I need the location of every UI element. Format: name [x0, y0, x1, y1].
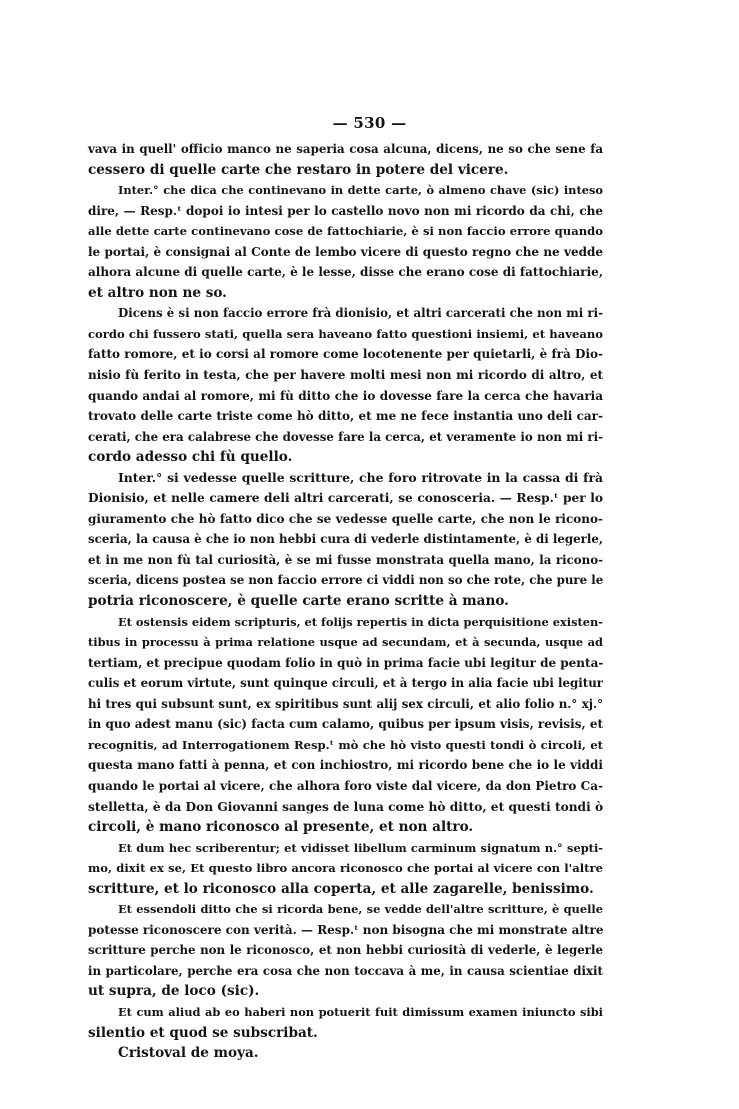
text-line: tibus in processu à prima relatione usque ad secundam, et à secunda, usque ad [88, 635, 603, 650]
text-line: scritture perche non le riconosco, et non hebbi curiosità di vederle, è legerle [88, 943, 603, 958]
text-line: alhora alcune di quelle carte, è le lesse, disse che erano cose di fattochiarie, [88, 265, 603, 280]
text-line: questa mano fatti à penna, et con inchiostro, mi ricordo bene che io le viddi [88, 758, 603, 773]
text-line: Dicens è si non faccio errore frà dionisio, et altri carcerati che non mi ri- [118, 306, 603, 321]
text-line: et in me non fù tal curiosità, è se mi fusse monstrata quella mano, la ricono- [88, 552, 603, 567]
text-line: culis et eorum virtute, sunt quinque circuli, et à tergo in alia facie ubi legitur [88, 676, 603, 691]
text-line: fatto romore, et io corsi al romore come locotenente per quietarli, è frà Dio- [88, 347, 603, 362]
text-line: Cristoval de moya. [118, 1045, 259, 1062]
text-line: recognitis, ad Interrogationem Resp.ᵗ mò che hò visto questi tondi ò circoli, et [88, 737, 603, 752]
text-line: in particolare, perche era cosa che non toccava à me, in causa scientiae dixit [88, 963, 603, 978]
text-line: giuramento che hò fatto dico che se vedesse quelle carte, che non le ricono- [88, 511, 603, 526]
text-line: potria riconoscere, è quelle carte erano scritte à mano. [88, 593, 509, 610]
text-line: cessero di quelle carte che restaro in potere del vicere. [88, 161, 509, 178]
text-line: Et dum hec scriberentur; et vidisset libellum carminum signatum n.° septi- [118, 840, 603, 855]
text-line: le portai, è consignai al Conte de lembo vicere di questo regno che ne vedde [88, 244, 603, 259]
text-line: et altro non ne so. [88, 284, 227, 301]
text-line: trovato delle carte triste come hò ditto, et me ne fece instantia uno deli car- [88, 409, 603, 424]
text-line: Inter.° si vedesse quelle scritture, che foro ritrovate in la cassa di frà [118, 469, 603, 485]
text-line: quando le portai al vicere, che alhora foro viste dal vicere, da don Pietro Ca- [88, 778, 603, 793]
text-line: dire, — Resp.ᵗ dopoi io intesi per lo castello novo non mi ricordo da chi, che [88, 203, 603, 218]
text-line: nisio fù ferito in testa, che per havere molti mesi non mi ricordo di altro, et [88, 368, 603, 383]
text-line: potesse riconoscere con verità. — Resp.ᵗ non bisogna che mi monstrate altre [88, 922, 604, 937]
text-line: cordo chi fussero stati, quella sera haveano fatto questioni insiemi, et haveano [88, 326, 603, 341]
text-line: silentio et quod se subscribat. [88, 1024, 318, 1041]
text-line: tertiam, et precipue quodam folio in quò in prima facie ubi legitur de penta- [88, 655, 604, 670]
text-line: sceria, la causa è che io non hebbi cura di vederle distintamente, è di legerle, [88, 532, 603, 547]
text-line: ut supra, de loco (sic). [88, 983, 260, 1000]
text-line: vava in quell' officio manco ne saperia cosa alcuna, dicens, ne so che sene fa [88, 142, 603, 156]
text-line: Et cum aliud ab eo haberi non potuerit fuit dimissum examen iniuncto sibi [118, 1004, 603, 1019]
text-line: cordo adesso chi fù quello. [88, 449, 293, 466]
text-line: Et essendoli ditto che si ricorda bene, se vedde dell'altre scritture, è quelle [118, 902, 603, 917]
text-line: Inter.° che dica che continevano in dette carte, ò almeno chave (sic) inteso [118, 183, 603, 198]
page-number: — 530 — [332, 114, 407, 132]
text-line: stelletta, è da Don Giovanni sanges de luna come hò ditto, et questi tondi ò [88, 799, 604, 814]
text-line: hi tres qui subsunt sunt, ex spiritibus sunt alij sex circuli, et alio folio n.° xj.° [88, 696, 603, 711]
body-text [88, 139, 603, 1064]
text-line: in quo adest manu (sic) facta cum calamo, quibus per ipsum visis, revisis, et [88, 717, 604, 732]
text-line: circoli, è mano riconosco al presente, et non altro. [88, 819, 474, 836]
text-line: mo, dixit ex se, Et questo libro ancora riconosco che portai al vicere con l'altre [88, 861, 603, 876]
text-line: quando andai al romore, mi fù ditto che io dovesse fare la cerca che havaria [88, 388, 603, 403]
text-line: alle dette carte continevano cose de fattochiarie, è si non faccio errore quando [88, 224, 603, 239]
text-line: sceria, dicens postea se non faccio errore ci viddi non so che rote, che pure le [88, 573, 604, 588]
text-line: Dionisio, et nelle camere deli altri carcerati, se conosceria. — Resp.ᵗ per lo [88, 491, 603, 506]
text-line: scritture, et lo riconosco alla coperta, et alle zagarelle, benissimo. [88, 880, 594, 897]
text-line: cerati, che era calabrese che dovesse fare la cerca, et veramente io non mi ri- [88, 429, 603, 444]
text-line: Et ostensis eidem scripturis, et folijs repertis in dicta perquisitione existen- [118, 614, 603, 629]
